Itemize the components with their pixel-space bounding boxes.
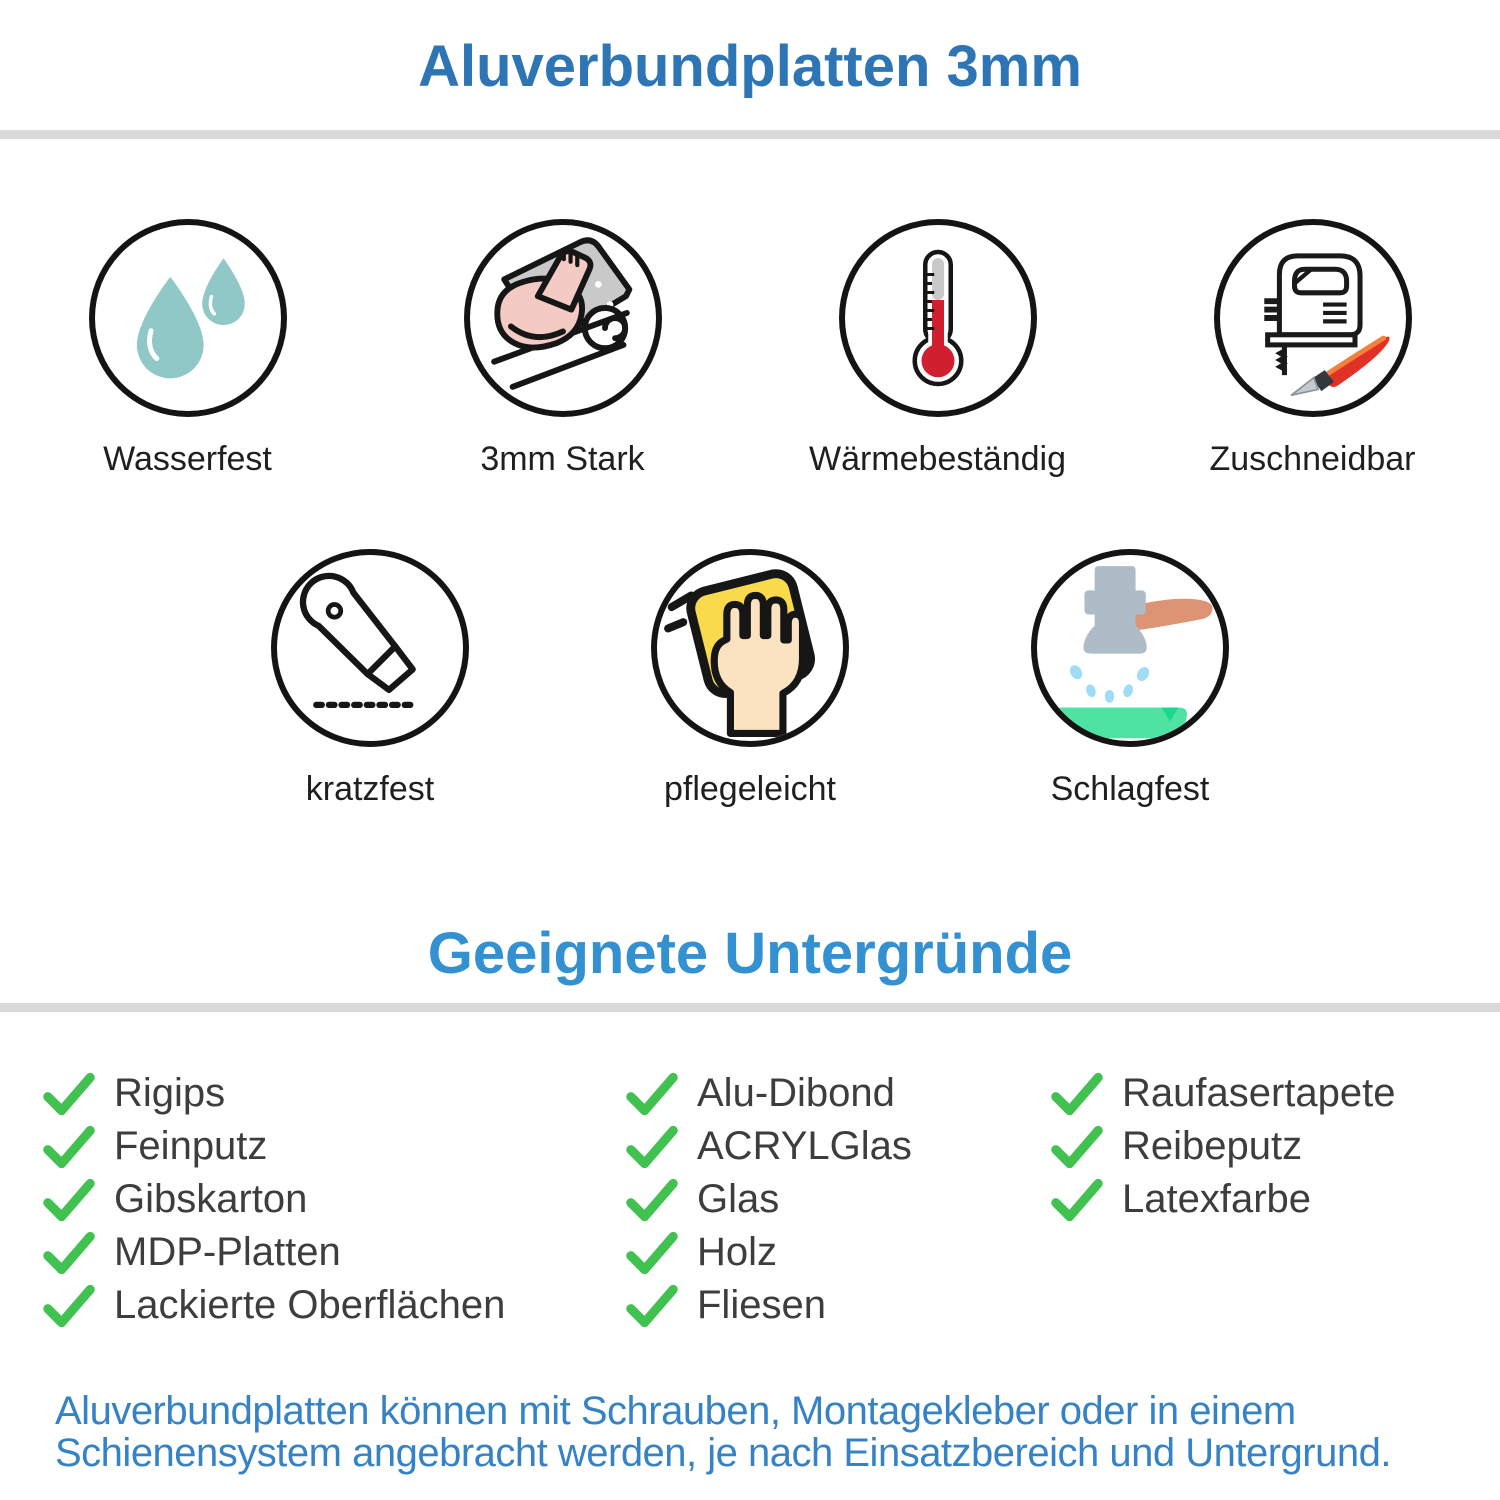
list-item-label: Alu-Dibond (697, 1071, 895, 1115)
feature-wasserfest (0, 219, 375, 479)
checkmark-icon (40, 1283, 98, 1329)
list-item-label: Gibskarton (114, 1177, 308, 1221)
section-title-substrates: Geeignete Untergründe (427, 921, 1073, 986)
list-item (623, 1226, 1048, 1279)
checkmark-icon (623, 1071, 681, 1117)
checkmark-icon (1048, 1071, 1106, 1117)
utility-knife-icon (291, 569, 449, 727)
feature-label: Schlagfest (1050, 770, 1210, 808)
hammer-surface-icon (1037, 555, 1223, 741)
mounting-note (0, 1390, 1500, 1474)
list-item (40, 1067, 623, 1120)
hand-cloth-icon (661, 559, 839, 737)
divider-substrates (0, 1003, 1500, 1012)
list-item (40, 1173, 623, 1226)
feature-circle (89, 219, 287, 417)
feature-schlagfest (940, 549, 1320, 809)
features-row-1 (0, 219, 1500, 479)
water-drops-icon (117, 247, 259, 389)
list-item-label: Feinputz (114, 1124, 268, 1168)
list-item (623, 1173, 1048, 1226)
feature-waermebestaendig (750, 219, 1125, 479)
list-item-label: Glas (697, 1177, 780, 1221)
mounting-note-line2: Schienensystem angebracht werden, je nach Einsatzbereich und Untergrund. (55, 1431, 1391, 1475)
divider-top (0, 130, 1500, 139)
checkmark-icon (40, 1177, 98, 1223)
feature-pflegeleicht (560, 549, 940, 809)
substrates-column-3 (1048, 1067, 1500, 1332)
list-item-label: MDP-Platten (114, 1230, 341, 1274)
checkmark-icon (40, 1230, 98, 1276)
features-row-2 (0, 549, 1500, 809)
feature-kratzfest (180, 549, 560, 809)
list-item (623, 1067, 1048, 1120)
list-item-label: Holz (697, 1230, 778, 1274)
feature-3mm-stark (375, 219, 750, 479)
list-item-label: Fliesen (697, 1283, 826, 1327)
mounting-note-line1: Aluverbundplatten können mit Schrauben, Montagekleber oder in einem (55, 1389, 1296, 1433)
substrates-column-2 (623, 1067, 1048, 1332)
list-item-label: Latexfarbe (1122, 1177, 1312, 1221)
checkmark-icon (623, 1124, 681, 1170)
list-item-label: Reibeputz (1122, 1124, 1303, 1168)
list-item-label: ACRYLGlas (697, 1124, 912, 1168)
list-item (1048, 1173, 1500, 1226)
feature-label: kratzfest (305, 770, 435, 808)
feature-zuschneidbar (1125, 219, 1500, 479)
checkmark-icon (623, 1283, 681, 1329)
list-item-label: Rigips (114, 1071, 226, 1115)
feature-circle (464, 219, 662, 417)
list-item (40, 1226, 623, 1279)
list-item (623, 1120, 1048, 1173)
feature-label: 3mm Stark (480, 440, 645, 478)
list-item (40, 1279, 623, 1332)
list-item (1048, 1120, 1500, 1173)
checkmark-icon (623, 1230, 681, 1276)
flexed-arm-panel-icon (479, 234, 647, 402)
feature-label: Wärmebeständig (808, 440, 1066, 478)
list-item (40, 1120, 623, 1173)
feature-circle (651, 549, 849, 747)
checkmark-icon (1048, 1177, 1106, 1223)
feature-label: pflegeleicht (663, 770, 836, 808)
checkmark-icon (40, 1071, 98, 1117)
feature-circle (271, 549, 469, 747)
thermometer-icon (863, 243, 1013, 393)
list-item (623, 1279, 1048, 1332)
substrates-column-1 (40, 1067, 623, 1332)
list-item (1048, 1067, 1500, 1120)
checkmark-icon (623, 1177, 681, 1223)
feature-circle (839, 219, 1037, 417)
checkmark-icon (40, 1124, 98, 1170)
feature-label: Wasserfest (103, 440, 272, 478)
jigsaw-knife-icon (1229, 234, 1397, 402)
feature-circle (1214, 219, 1412, 417)
feature-label: Zuschneidbar (1209, 440, 1416, 478)
list-item-label: Lackierte Oberflächen (114, 1283, 506, 1327)
checkmark-icon (1048, 1124, 1106, 1170)
substrates-list (0, 1067, 1500, 1332)
page-title: Aluverbundplatten 3mm (418, 34, 1082, 99)
feature-circle (1031, 549, 1229, 747)
list-item-label: Raufasertapete (1122, 1071, 1396, 1115)
